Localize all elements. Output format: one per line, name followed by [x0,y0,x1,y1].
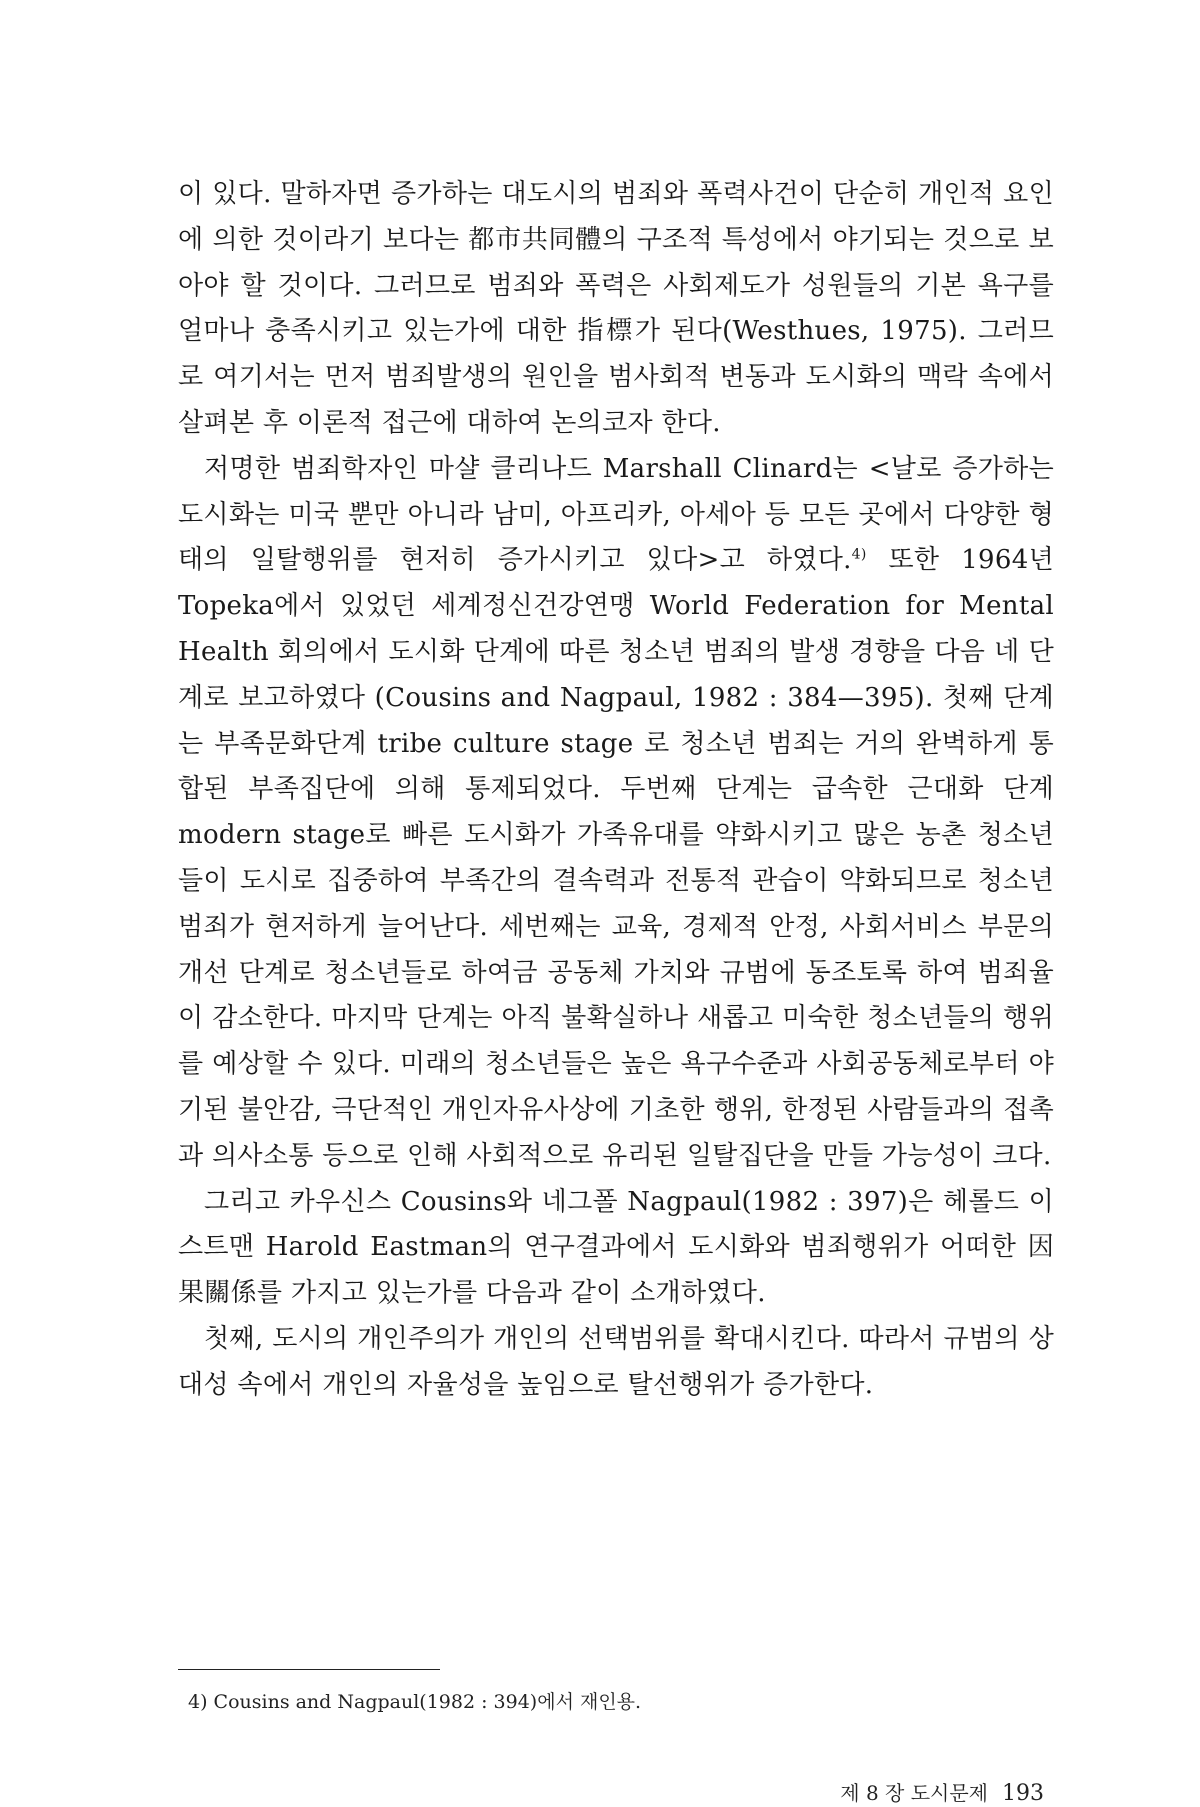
footnote-marker: 4) [851,546,867,563]
paragraph-2-part-2: 또한 1964년 Topeka에서 있었던 세계정신건강연맹 World Federation for Mental Health 회의에서 도시화 단계에 따른 청소년 범죄의 발생 경향을 다음 네 단계로 보고하였다 (Cousins and Nagpaul, 1982 : 384—395). 첫째 단계는 부족문화단계 tribe culture stage 로 청소년 범죄는 거의 완벽하게 통합된 부족집단에 의해 통제되었다. 두번째 단계는 급속한 근대화 단계 modern stage로 빠른 도시화가 가족유대를 약화시키고 많은 농촌 청소년들이 도시로 집중하여 부족간의 결속력과 전통적 관습이 약화되므로 청소년 범죄가 현저하게 늘어난다. 세번째는 교육, 경제적 안정, 사회서비스 부문의 개선 단계로 청소년들로 하여금 공동체 가치와 규범에 동조토록 하여 범죄율이 감소한다. 마지막 단계는 아직 불확실하나 새롭고 미숙한 청소년들의 행위를 예상할 수 있다. 미래의 청소년들은 높은 욕구수준과 사회공동체로부터 야기된 불안감, 극단적인 개인자유사상에 기초한 행위, 한정된 사람들과의 접촉과 의사소통 등으로 인해 사회적으로 유리된 일탈집단을 만들 가능성이 크다. [178,545,1054,1171]
running-footer [840,1780,1044,1807]
chapter-title: 제 8 장 도시문제 [840,1781,988,1805]
footnote: 4) Cousins and Nagpaul(1982 : 394)에서 재인용. [188,1691,642,1713]
paragraph-2-part-1: 저명한 범죄학자인 마샬 클리나드 Marshall Clinard는 <날로 증가하는 도시화는 미국 뿐만 아니라 남미, 아프리카, 아세아 등 모든 곳에서 다양한 형태의 일탈행위를 현저히 증가시키고 있다>고 하였다. [178,453,1054,576]
paragraph-3: 그리고 카우신스 Cousins와 네그폴 Nagpaul(1982 : 397)은 헤롤드 이스트맨 Harold Eastman의 연구결과에서 도시화와 범죄행위가 어떠한 因果關係를 가지고 있는가를 다음과 같이 소개하였다. [178,1186,1054,1309]
body-text [178,172,1054,1409]
paragraph-1: 이 있다. 말하자면 증가하는 대도시의 범죄와 폭력사건이 단순히 개인적 요인에 의한 것이라기 보다는 都市共同體의 구조적 특성에서 야기되는 것으로 보아야 할 것이다. 그러므로 범죄와 폭력은 사회제도가 성원들의 기본 욕구를 얼마나 충족시키고 있는가에 대한 指標가 된다(Westhues, 1975). 그러므로 여기서는 먼저 범죄발생의 원인을 범사회적 변동과 도시화의 맥락 속에서 살펴본 후 이론적 접근에 대하여 논의코자 한다. [178,179,1054,438]
page-number: 193 [1002,1781,1044,1806]
footnote-divider [178,1669,440,1670]
paragraph-4: 첫째, 도시의 개인주의가 개인의 선택범위를 확대시킨다. 따라서 규범의 상대성 속에서 개인의 자율성을 높임으로 탈선행위가 증가한다. [178,1323,1054,1400]
paragraph-2 [178,447,1054,1180]
